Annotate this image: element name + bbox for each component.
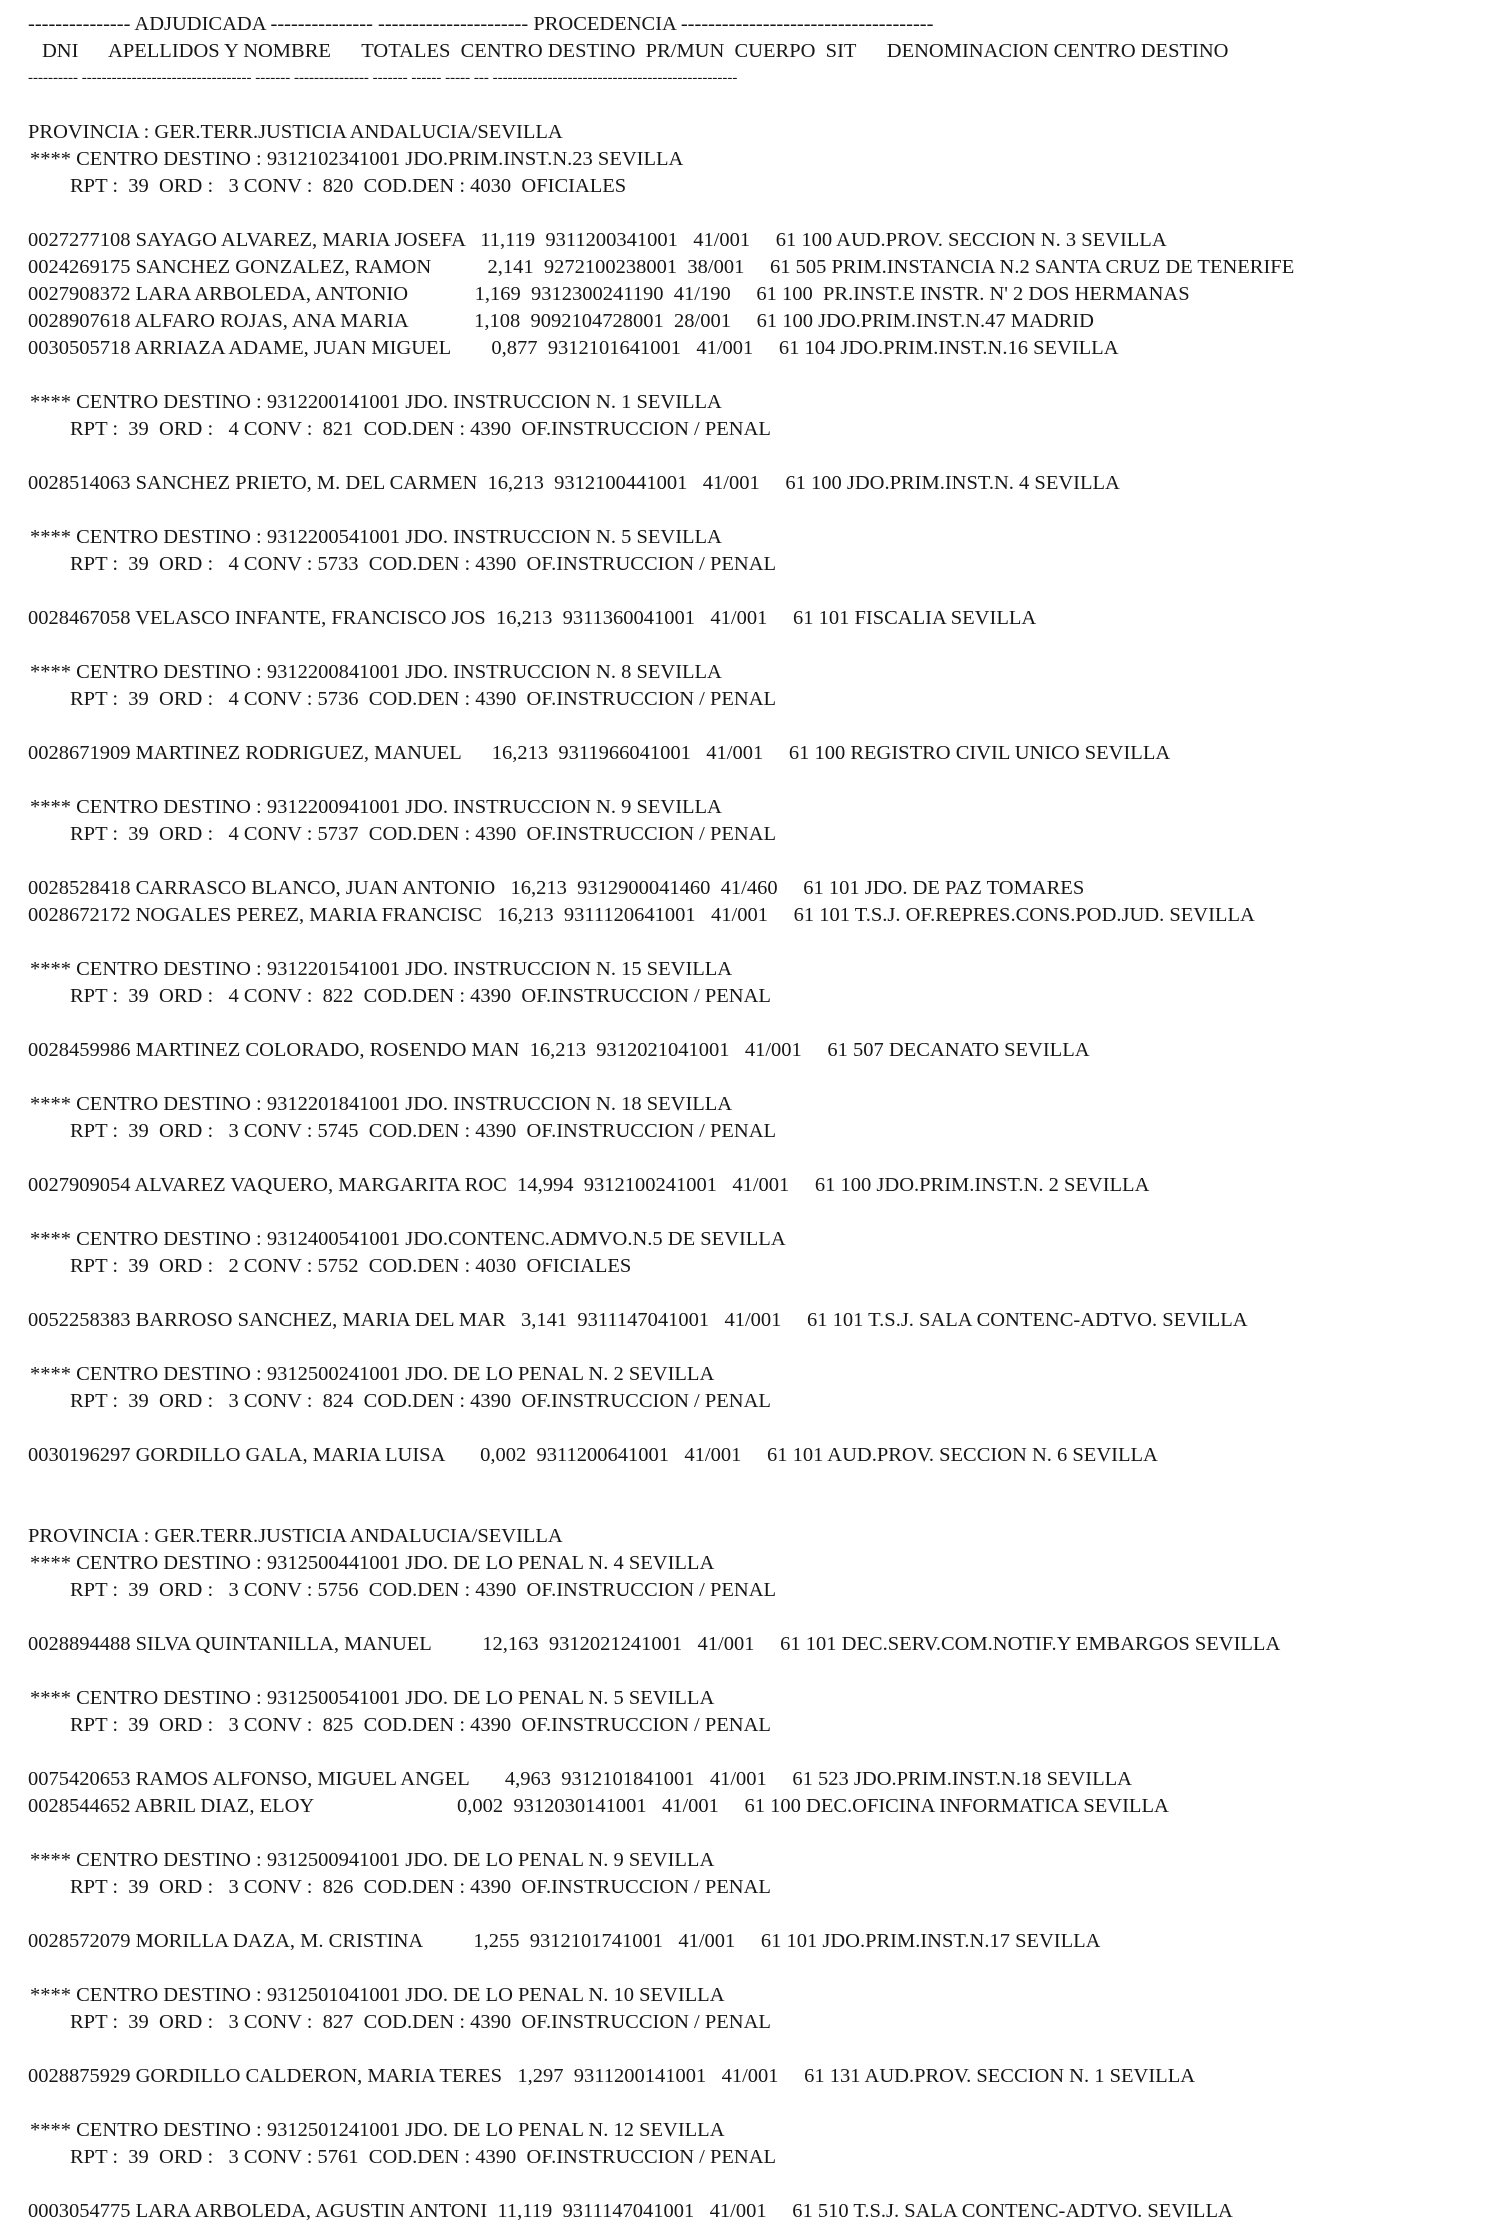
header-rule-line: ---------- ---------------------------------- ------- --------------- ------- ------ ----- --- ------------------------------------------------- [28, 70, 738, 86]
rpt-line: RPT : 39 ORD : 3 CONV : 5761 COD.DEN : 4390 OF.INSTRUCCION / PENAL [70, 2146, 777, 2168]
centro-destino-heading: **** CENTRO DESTINO : 9312500441001 JDO. DE LO PENAL N. 4 SEVILLA [30, 1552, 715, 1574]
adjudicacion-row: 0028671909 MARTINEZ RODRIGUEZ, MANUEL 16,213 9311966041001 41/001 61 100 REGISTRO CIVIL UNICO SEVILLA [28, 742, 1171, 764]
centro-destino-heading: **** CENTRO DESTINO : 9312102341001 JDO.PRIM.INST.N.23 SEVILLA [30, 148, 684, 170]
rpt-line: RPT : 39 ORD : 4 CONV : 822 COD.DEN : 4390 OF.INSTRUCCION / PENAL [70, 985, 771, 1007]
adjudicacion-row: 0003054775 LARA ARBOLEDA, AGUSTIN ANTONI 11,119 9311147041001 41/001 61 510 T.S.J. SALA CONTENC-ADTVO. SEVILLA [28, 2200, 1233, 2222]
header-group-line: --------------- ADJUDICADA --------------- ---------------------- PROCEDENCIA ------------------------------------- [28, 13, 934, 35]
rpt-line: RPT : 39 ORD : 4 CONV : 5736 COD.DEN : 4390 OF.INSTRUCCION / PENAL [70, 688, 777, 710]
adjudicacion-row: 0028907618 ALFARO ROJAS, ANA MARIA 1,108 9092104728001 28/001 61 100 JDO.PRIM.INST.N.47 MADRID [28, 310, 1094, 332]
adjudicacion-row: 0027277108 SAYAGO ALVAREZ, MARIA JOSEFA 11,119 9311200341001 41/001 61 100 AUD.PROV. SECCION N. 3 SEVILLA [28, 229, 1167, 251]
centro-destino-heading: **** CENTRO DESTINO : 9312400541001 JDO.CONTENC.ADMVO.N.5 DE SEVILLA [30, 1228, 786, 1250]
centro-destino-heading: **** CENTRO DESTINO : 9312500941001 JDO. DE LO PENAL N. 9 SEVILLA [30, 1849, 715, 1871]
adjudicacion-row: 0027908372 LARA ARBOLEDA, ANTONIO 1,169 9312300241190 41/190 61 100 PR.INST.E INSTR. N' 2 DOS HERMANAS [28, 283, 1190, 305]
rpt-line: RPT : 39 ORD : 2 CONV : 5752 COD.DEN : 4030 OFICIALES [70, 1255, 632, 1277]
adjudicacion-row: 0030196297 GORDILLO GALA, MARIA LUISA 0,002 9311200641001 41/001 61 101 AUD.PROV. SECCION N. 6 SEVILLA [28, 1444, 1158, 1466]
rpt-line: RPT : 39 ORD : 3 CONV : 5756 COD.DEN : 4390 OF.INSTRUCCION / PENAL [70, 1579, 777, 1601]
centro-destino-heading: **** CENTRO DESTINO : 9312501041001 JDO. DE LO PENAL N. 10 SEVILLA [30, 1984, 725, 2006]
adjudicacion-row: 0028544652 ABRIL DIAZ, ELOY 0,002 9312030141001 41/001 61 100 DEC.OFICINA INFORMATICA SEVILLA [28, 1795, 1169, 1817]
adjudicacion-row: 0027909054 ALVAREZ VAQUERO, MARGARITA ROC 14,994 9312100241001 41/001 61 100 JDO.PRIM.INST.N. 2 SEVILLA [28, 1174, 1150, 1196]
adjudicacion-row: 0075420653 RAMOS ALFONSO, MIGUEL ANGEL 4,963 9312101841001 41/001 61 523 JDO.PRIM.INST.N.18 SEVILLA [28, 1768, 1132, 1790]
rpt-line: RPT : 39 ORD : 4 CONV : 5737 COD.DEN : 4390 OF.INSTRUCCION / PENAL [70, 823, 777, 845]
centro-destino-heading: **** CENTRO DESTINO : 9312200141001 JDO. INSTRUCCION N. 1 SEVILLA [30, 391, 722, 413]
centro-destino-heading: **** CENTRO DESTINO : 9312201541001 JDO. INSTRUCCION N. 15 SEVILLA [30, 958, 733, 980]
adjudicacion-row: 0024269175 SANCHEZ GONZALEZ, RAMON 2,141 9272100238001 38/001 61 505 PRIM.INSTANCIA N.2 SANTA CRUZ DE TENERIFE [28, 256, 1295, 278]
rpt-line: RPT : 39 ORD : 4 CONV : 821 COD.DEN : 4390 OF.INSTRUCCION / PENAL [70, 418, 771, 440]
rpt-line: RPT : 39 ORD : 3 CONV : 820 COD.DEN : 4030 OFICIALES [70, 175, 627, 197]
rpt-line: RPT : 39 ORD : 3 CONV : 827 COD.DEN : 4390 OF.INSTRUCCION / PENAL [70, 2011, 771, 2033]
centro-destino-heading: **** CENTRO DESTINO : 9312200841001 JDO. INSTRUCCION N. 8 SEVILLA [30, 661, 722, 683]
provincia-heading: PROVINCIA : GER.TERR.JUSTICIA ANDALUCIA/SEVILLA [28, 1525, 563, 1547]
header-columns-line: DNI APELLIDOS Y NOMBRE TOTALES CENTRO DESTINO PR/MUN CUERPO SIT DENOMINACION CENTRO DESTINO [42, 40, 1229, 62]
adjudicacion-row: 0052258383 BARROSO SANCHEZ, MARIA DEL MAR 3,141 9311147041001 41/001 61 101 T.S.J. SALA CONTENC-ADTVO. SEVILLA [28, 1309, 1248, 1331]
adjudicacion-row: 0028459986 MARTINEZ COLORADO, ROSENDO MAN 16,213 9312021041001 41/001 61 507 DECANATO SEVILLA [28, 1039, 1090, 1061]
adjudicacion-row: 0028572079 MORILLA DAZA, M. CRISTINA 1,255 9312101741001 41/001 61 101 JDO.PRIM.INST.N.17 SEVILLA [28, 1930, 1101, 1952]
adjudicacion-row: 0028514063 SANCHEZ PRIETO, M. DEL CARMEN 16,213 9312100441001 41/001 61 100 JDO.PRIM.INST.N. 4 SEVILLA [28, 472, 1120, 494]
centro-destino-heading: **** CENTRO DESTINO : 9312501241001 JDO. DE LO PENAL N. 12 SEVILLA [30, 2119, 725, 2141]
centro-destino-heading: **** CENTRO DESTINO : 9312500241001 JDO. DE LO PENAL N. 2 SEVILLA [30, 1363, 715, 1385]
adjudicacion-row: 0028875929 GORDILLO CALDERON, MARIA TERES 1,297 9311200141001 41/001 61 131 AUD.PROV. SECCION N. 1 SEVILLA [28, 2065, 1196, 2087]
centro-destino-heading: **** CENTRO DESTINO : 9312200541001 JDO. INSTRUCCION N. 5 SEVILLA [30, 526, 722, 548]
centro-destino-heading: **** CENTRO DESTINO : 9312200941001 JDO. INSTRUCCION N. 9 SEVILLA [30, 796, 722, 818]
provincia-heading: PROVINCIA : GER.TERR.JUSTICIA ANDALUCIA/SEVILLA [28, 121, 563, 143]
adjudicacion-row: 0028528418 CARRASCO BLANCO, JUAN ANTONIO 16,213 9312900041460 41/460 61 101 JDO. DE PAZ TOMARES [28, 877, 1085, 899]
adjudicacion-row: 0030505718 ARRIAZA ADAME, JUAN MIGUEL 0,877 9312101641001 41/001 61 104 JDO.PRIM.INST.N.16 SEVILLA [28, 337, 1119, 359]
rpt-line: RPT : 39 ORD : 3 CONV : 825 COD.DEN : 4390 OF.INSTRUCCION / PENAL [70, 1714, 771, 1736]
rpt-line: RPT : 39 ORD : 3 CONV : 5745 COD.DEN : 4390 OF.INSTRUCCION / PENAL [70, 1120, 777, 1142]
adjudicacion-row: 0028672172 NOGALES PEREZ, MARIA FRANCISC 16,213 9311120641001 41/001 61 101 T.S.J. OF.REPRES.CONS.POD.JUD. SEVILLA [28, 904, 1255, 926]
rpt-line: RPT : 39 ORD : 3 CONV : 824 COD.DEN : 4390 OF.INSTRUCCION / PENAL [70, 1390, 771, 1412]
centro-destino-heading: **** CENTRO DESTINO : 9312201841001 JDO. INSTRUCCION N. 18 SEVILLA [30, 1093, 733, 1115]
centro-destino-heading: **** CENTRO DESTINO : 9312500541001 JDO. DE LO PENAL N. 5 SEVILLA [30, 1687, 715, 1709]
adjudicacion-row: 0028467058 VELASCO INFANTE, FRANCISCO JOS 16,213 9311360041001 41/001 61 101 FISCALIA SEVILLA [28, 607, 1037, 629]
rpt-line: RPT : 39 ORD : 4 CONV : 5733 COD.DEN : 4390 OF.INSTRUCCION / PENAL [70, 553, 777, 575]
rpt-line: RPT : 39 ORD : 3 CONV : 826 COD.DEN : 4390 OF.INSTRUCCION / PENAL [70, 1876, 771, 1898]
adjudicacion-row: 0028894488 SILVA QUINTANILLA, MANUEL 12,163 9312021241001 41/001 61 101 DEC.SERV.COM.NOTIF.Y EMBARGOS SEVILLA [28, 1633, 1281, 1655]
